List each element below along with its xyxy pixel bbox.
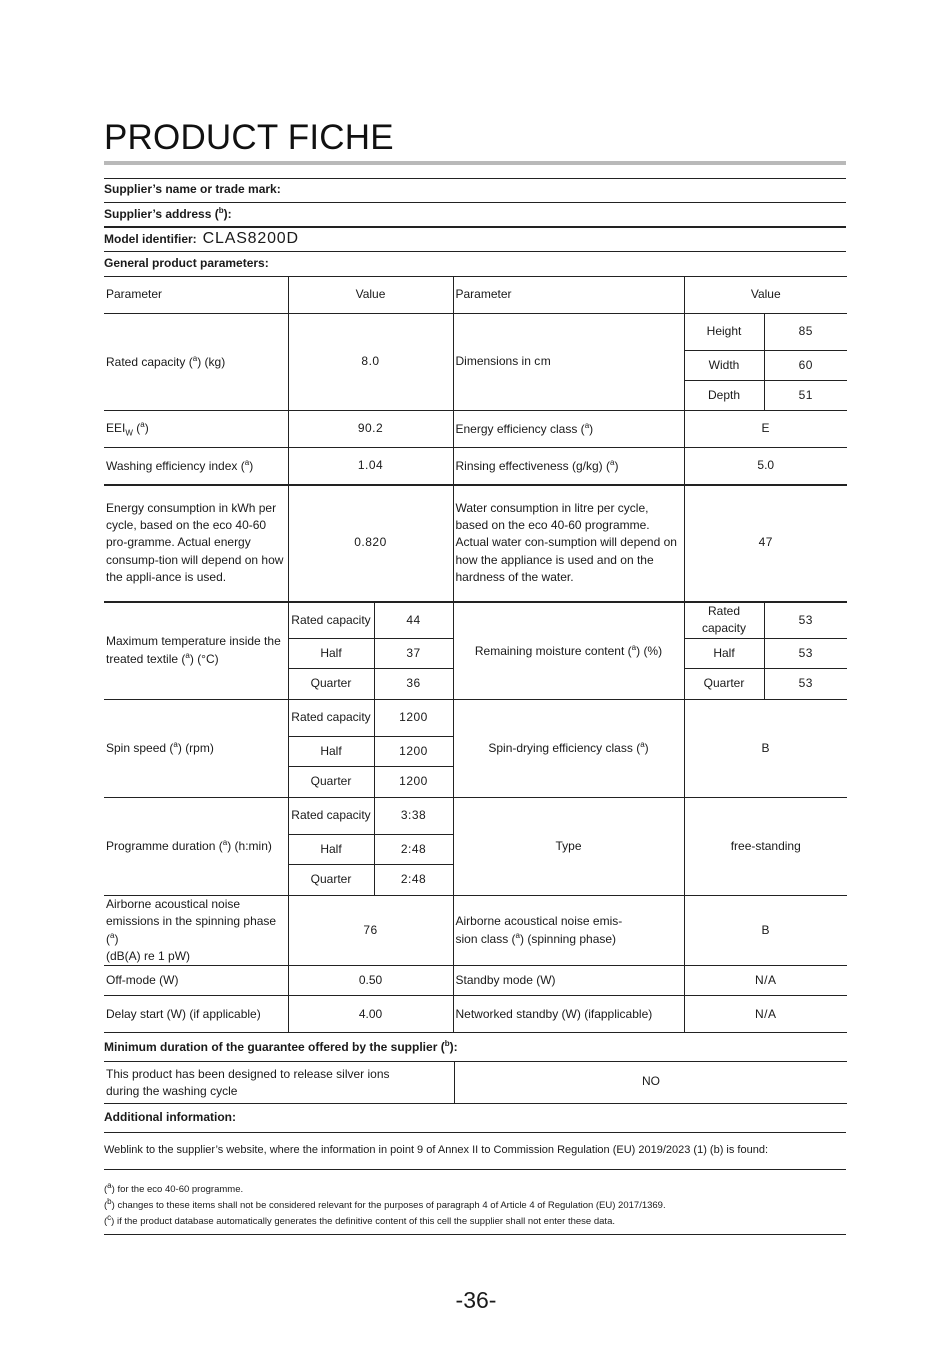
duration-quarter: 2:48 (374, 865, 453, 896)
max-temp-rated: 44 (374, 602, 453, 639)
rinsing-label: Rinsing effectiveness (g/kg) ($^a$) (453, 448, 684, 485)
page-title: PRODUCT FICHE (104, 118, 394, 157)
general-parameters-label: General product parameters: (104, 256, 269, 270)
silver-ions-row (104, 1061, 847, 1104)
divider (104, 202, 846, 203)
silver-ions-label: This product has been designed to release silver ions during the washing cycle (106, 1067, 390, 1098)
networked-standby-label: Networked standby (W) (ifapplicable) (453, 996, 684, 1033)
width-label: Width (684, 351, 764, 381)
energy-class-value: E (684, 411, 847, 448)
moisture-rated: 53 (764, 602, 847, 639)
divider (104, 226, 846, 228)
sub-half: Half (684, 639, 764, 669)
col-header-parameter: Parameter (453, 277, 684, 314)
table-row (104, 411, 847, 448)
off-mode-label: Off-mode (W) (104, 966, 288, 996)
depth-value: 51 (764, 381, 847, 411)
duration-half: 2:48 (374, 835, 453, 865)
table-header-row (104, 277, 847, 314)
model-identifier: Model identifier: CLAS8200D (104, 230, 299, 247)
spin-class-label: Spin-drying efficiency class ($^a$) (453, 700, 684, 798)
washing-index-label: Washing efficiency index ($^a$) (104, 448, 288, 485)
type-label: Type (453, 798, 684, 896)
col-header-value: Value (684, 277, 847, 314)
sub-half: Half (288, 639, 374, 669)
table-row (104, 896, 847, 966)
table-row (104, 602, 847, 639)
spin-class-value: B (684, 700, 847, 798)
divider (104, 178, 846, 179)
height-label: Height (684, 314, 764, 351)
networked-standby-value: N/A (684, 996, 847, 1033)
footnote: ($^b$) changes to these items shall not be considered relevant for the purposes of paragraph 4 of Article 4 of Regulation (EU) 2017/1369. (104, 1197, 666, 1212)
table-row (104, 798, 847, 835)
max-temp-half: 37 (374, 639, 453, 669)
noise-value: 76 (288, 896, 453, 966)
table-row (104, 966, 847, 996)
washing-index-value: 1.04 (288, 448, 453, 485)
moisture-half: 53 (764, 639, 847, 669)
footnote: ($^c$) if the product database automatically generates the definitive content of this cell the supplier shall not enter these data. (104, 1213, 615, 1228)
rated-capacity-label: Rated capacity ($^a$) (kg) (104, 314, 288, 411)
sub-half: Half (288, 737, 374, 767)
energy-consumption-label: Energy consumption in kWh per cycle, based on the eco 40-60 pro-gramme. Actual energy consump-tion will depend on how the appli-ance is used. (104, 485, 288, 602)
sub-quarter: Quarter (288, 669, 374, 700)
water-consumption-label: Water consumption in litre per cycle, based on the eco 40-60 programme. Actual water con-sumption will depend on how the appliance is used and on the hardness of the water. (453, 485, 684, 602)
sub-half: Half (288, 835, 374, 865)
table-row (104, 485, 847, 602)
divider (104, 1234, 846, 1235)
divider (104, 251, 846, 252)
sub-rated-capacity: Rated capacity (288, 798, 374, 835)
max-temperature-label: Maximum temperature inside the treated textile ($^a$) (°C) (104, 602, 288, 700)
height-value: 85 (764, 314, 847, 351)
divider (104, 1169, 846, 1170)
programme-duration-label: Programme duration ($^a$) (h:min) (104, 798, 288, 896)
moisture-label: Remaining moisture content ($^a$) (%) (453, 602, 684, 700)
energy-class-label: Energy efficiency class ($^a$) (453, 411, 684, 448)
water-consumption-value: 47 (684, 485, 847, 602)
moisture-quarter: 53 (764, 669, 847, 700)
col-header-value: Value (288, 277, 453, 314)
weblink-text: Weblink to the supplier’s website, where the information in point 9 of Annex II to Commission Regulation (EU) 2019/2023 (1) (b) is found: (104, 1144, 769, 1156)
standby-label: Standby mode (W) (453, 966, 684, 996)
silver-ions-value: NO (642, 1074, 660, 1088)
delay-start-label: Delay start (W) (if applicable) (104, 996, 288, 1033)
eei-value: 90.2 (288, 411, 453, 448)
col-header-parameter: Parameter (104, 277, 288, 314)
spin-speed-rated: 1200 (374, 700, 453, 737)
table-row (104, 448, 847, 485)
rated-capacity-value: 8.0 (288, 314, 453, 411)
table-row (104, 700, 847, 737)
sub-quarter: Quarter (288, 865, 374, 896)
delay-start-value: 4.00 (288, 996, 453, 1033)
spin-speed-half: 1200 (374, 737, 453, 767)
noise-class-label: Airborne acoustical noise emis- sion class ($^a$) (spinning phase) (453, 896, 684, 966)
max-temp-quarter: 36 (374, 669, 453, 700)
guarantee-label: Minimum duration of the guarantee offered by the supplier ($^b$): (104, 1039, 458, 1054)
noise-class-value: B (684, 896, 847, 966)
depth-label: Depth (684, 381, 764, 411)
energy-consumption-value: 0.820 (288, 485, 453, 602)
supplier-name-label: Supplier’s name or trade mark: (104, 182, 281, 196)
sub-rated-capacity: Rated capacity (288, 700, 374, 737)
noise-label: Airborne acoustical noise emissions in the spinning phase ($^a$) (dB(A) re 1 pW) (104, 896, 288, 966)
standby-value: N/A (684, 966, 847, 996)
sub-rated-capacity: Rated capacity (288, 602, 374, 639)
footnote: ($^a$) for the eco 40-60 programme. (104, 1181, 244, 1196)
additional-info-label: Additional information: (104, 1110, 236, 1124)
supplier-address-label: Supplier’s address ($^b$): (104, 206, 232, 221)
divider (104, 1132, 846, 1133)
page-number: -36- (455, 1287, 497, 1313)
model-value: CLAS8200D (202, 230, 299, 247)
type-value: free-standing (684, 798, 847, 896)
spin-speed-label: Spin speed ($^a$) (rpm) (104, 700, 288, 798)
table-row (104, 996, 847, 1033)
width-value: 60 (764, 351, 847, 381)
title-underline (104, 161, 846, 165)
parameters-table (104, 276, 847, 1033)
sub-rated-capacity: Rated capacity (684, 602, 764, 639)
eei-label: $EEI_W$ ($^a$) (104, 411, 288, 448)
off-mode-value: 0.50 (288, 966, 453, 996)
table-row (104, 314, 847, 351)
dimensions-label: Dimensions in cm (453, 314, 684, 411)
sub-quarter: Quarter (684, 669, 764, 700)
rinsing-value: 5.0 (684, 448, 847, 485)
duration-rated: 3:38 (374, 798, 453, 835)
sub-quarter: Quarter (288, 767, 374, 798)
spin-speed-quarter: 1200 (374, 767, 453, 798)
